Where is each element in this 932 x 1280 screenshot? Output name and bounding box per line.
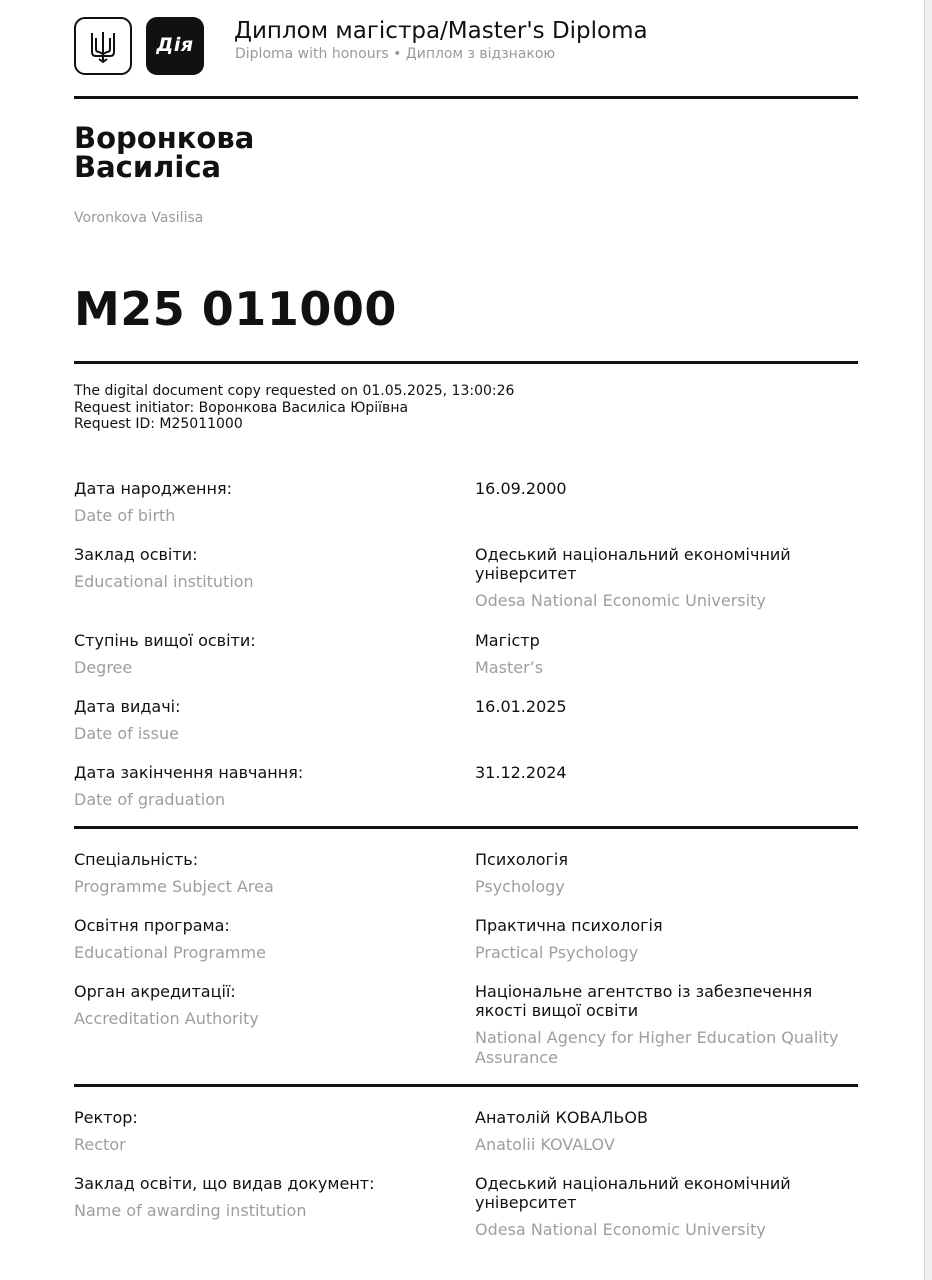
field-value-en: Odesa National Economic University [475, 591, 766, 610]
field-value-en: Psychology [475, 877, 565, 896]
field-value: 31.12.2024 [475, 763, 567, 782]
divider [74, 361, 858, 364]
field-label-en: Date of birth [74, 506, 176, 525]
holder-surname: Воронкова [74, 121, 255, 155]
divider [74, 96, 858, 99]
diia-logo-text: Дія [156, 34, 194, 56]
field-label: Орган акредитації: [74, 982, 236, 1001]
field-label: Дата закінчення навчання: [74, 763, 304, 782]
document-header [74, 17, 858, 79]
field-label-en: Accreditation Authority [74, 1009, 259, 1028]
field-label-en: Educational Programme [74, 943, 266, 962]
field-value: Одеський національний економічний університет [475, 1174, 791, 1212]
field-value: Анатолій КОВАЛЬОВ [475, 1108, 648, 1127]
field-value: 16.01.2025 [475, 697, 567, 716]
field-value: 16.09.2000 [475, 479, 567, 498]
document-subtitle: Diploma with honours • Диплом з відзнакою [235, 46, 556, 62]
field-value: Психологія [475, 850, 568, 869]
field-label-en: Degree [74, 658, 133, 677]
field-value: Магістр [475, 631, 540, 650]
field-label: Заклад освіти: [74, 545, 198, 564]
holder-name-latin: Voronkova Vasilisa [74, 210, 204, 226]
field-label-en: Date of graduation [74, 790, 226, 809]
field-label-en: Educational institution [74, 572, 254, 591]
diia-logo [146, 17, 204, 75]
holder-name [74, 121, 255, 184]
field-value-en: National Agency for Higher Education Quality Assurance [475, 1028, 839, 1067]
field-value: Одеський національний економічний університет [475, 545, 791, 583]
field-label: Освітня програма: [74, 916, 230, 935]
field-value: Практична психологія [475, 916, 663, 935]
trident-emblem-icon [74, 17, 132, 75]
field-label: Ректор: [74, 1108, 138, 1127]
field-label-en: Date of issue [74, 724, 179, 743]
document-title: Диплом магістра/Master's Diploma [234, 18, 648, 44]
field-label-en: Programme Subject Area [74, 877, 274, 896]
field-label-en: Rector [74, 1135, 126, 1154]
field-value-en: Odesa National Economic University [475, 1220, 766, 1239]
request-date: The digital document copy requested on 01.05.2025, 13:00:26 [74, 383, 515, 399]
field-label: Ступінь вищої освіти: [74, 631, 256, 650]
request-id: Request ID: M25011000 [74, 416, 243, 432]
holder-given-name: Василіса [74, 150, 222, 184]
divider [74, 1084, 858, 1087]
field-label: Спеціальність: [74, 850, 199, 869]
request-info [74, 383, 514, 433]
field-value: Національне агентство із забезпечення якості вищої освіти [475, 982, 813, 1020]
field-value-en: Practical Psychology [475, 943, 639, 962]
request-initiator: Request initiator: Воронкова Василіса Юріївна [74, 399, 409, 416]
field-value-en: Master’s [475, 658, 544, 677]
field-label: Заклад освіти, що видав документ: [74, 1174, 375, 1193]
field-value-en: Anatolii KOVALOV [475, 1135, 615, 1154]
divider [74, 826, 858, 829]
field-label-en: Name of awarding institution [74, 1201, 307, 1220]
field-label: Дата видачі: [74, 697, 181, 716]
field-label: Дата народження: [74, 479, 232, 498]
document-number: M25 011000 [74, 282, 397, 336]
